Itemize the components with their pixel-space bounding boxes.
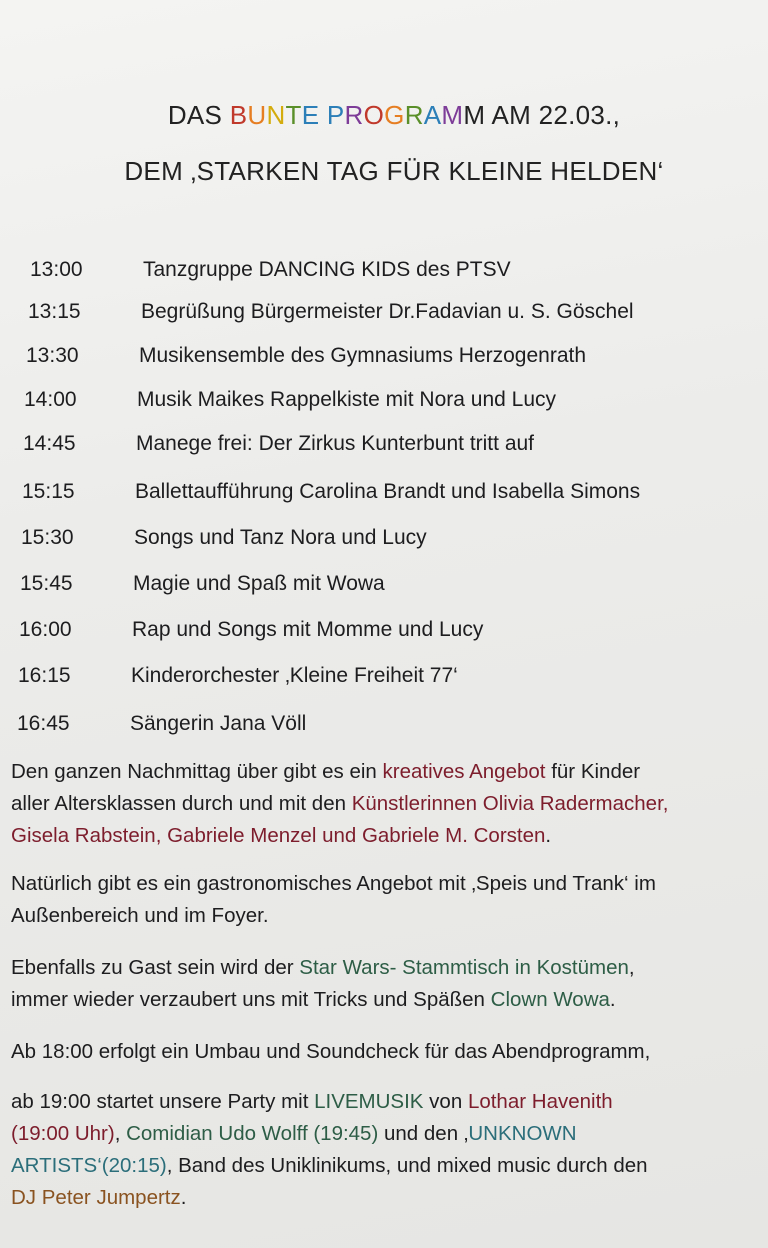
highlight-star-wars: Star Wars- Stammtisch in Kostümen (299, 956, 629, 979)
paragraph-gastronomy (11, 868, 768, 932)
schedule-time: 15:15 (22, 480, 75, 503)
schedule-time: 13:30 (26, 344, 79, 367)
schedule-time: 16:00 (19, 618, 72, 641)
text: und den ‚ (378, 1122, 469, 1145)
schedule-activity: Rap und Songs mit Momme und Lucy (132, 618, 484, 641)
title-part: T (285, 100, 302, 130)
title-part: M (463, 100, 486, 130)
highlight-creative-offer: kreatives Angebot (382, 760, 546, 783)
schedule-time: 13:15 (28, 300, 81, 323)
schedule-time: 14:00 (24, 388, 77, 411)
program-title-line-2: DEM ‚STARKEN TAG FÜR KLEINE HELDEN‘ (124, 156, 664, 186)
schedule-activity: Magie und Spaß mit Wowa (133, 572, 385, 595)
title-part: U (247, 100, 267, 130)
text: ab 19:00 startet unsere Party mit (11, 1090, 315, 1113)
title-part: A (423, 100, 442, 130)
title-part: R (404, 100, 424, 130)
text: immer wieder verzaubert uns mit Tricks und Späßen (11, 988, 491, 1011)
highlight-livemusik: LIVEMUSIK (314, 1090, 424, 1113)
text: für Kinder (545, 760, 641, 783)
highlight-lothar-time: (19:00 Uhr) (11, 1122, 115, 1145)
program-title-line-1 (10, 100, 768, 131)
text: Ab 18:00 erfolgt ein Umbau und Soundcheck für das Abendprogramm, (11, 1040, 651, 1063)
title-part: G (384, 100, 405, 130)
highlight-clown: Clown Wowa (490, 988, 610, 1011)
text: . (545, 824, 552, 847)
text: Ebenfalls zu Gast sein wird der (11, 956, 300, 979)
title-part: P (326, 100, 345, 130)
title-part: M (441, 100, 464, 130)
highlight-dj: DJ Peter Jumpertz (11, 1186, 181, 1209)
text: von (423, 1090, 468, 1113)
schedule-time: 14:45 (23, 432, 76, 455)
text: . (180, 1186, 187, 1209)
text: Außenbereich und im Foyer. (11, 904, 269, 927)
title-part (319, 100, 327, 130)
highlight-artists-cont: Gisela Rabstein, Gabriele Menzel und Gabriele M. Corsten (11, 824, 546, 847)
highlight-artists-name: ARTISTS‘(20:15) (11, 1154, 167, 1177)
title-part: R (344, 100, 364, 130)
schedule-activity: Sängerin Jana Völl (130, 712, 307, 735)
schedule-time: 16:45 (17, 712, 70, 735)
schedule-time: 13:00 (30, 258, 83, 281)
schedule-activity: Kinderorchester ‚Kleine Freiheit 77‘ (131, 664, 458, 687)
paragraph-party (11, 1086, 768, 1214)
paragraph-guests (11, 952, 768, 1016)
paragraph-soundcheck (11, 1036, 768, 1068)
text: , (114, 1122, 127, 1145)
highlight-lothar: Lothar Havenith (467, 1090, 613, 1113)
text: Natürlich gibt es ein gastronomisches Angebot mit ‚Speis und Trank‘ im (11, 872, 656, 895)
schedule-activity: Tanzgruppe DANCING KIDS des PTSV (143, 258, 511, 281)
text: , (628, 956, 635, 979)
title-part: AM 22.03., (485, 100, 621, 130)
title-part: DAS (167, 100, 230, 130)
schedule-time: 15:45 (20, 572, 73, 595)
text: . (609, 988, 616, 1011)
schedule-activity: Manege frei: Der Zirkus Kunterbunt tritt auf (136, 432, 535, 455)
schedule-time: 16:15 (18, 664, 71, 687)
schedule-activity: Ballettaufführung Carolina Brandt und Isabella Simons (135, 480, 641, 503)
text: Den ganzen Nachmittag über gibt es ein (11, 760, 383, 783)
title-part: O (363, 100, 385, 130)
text: aller Altersklassen durch und mit den (11, 792, 352, 815)
title-part: B (229, 100, 248, 130)
highlight-artists: Künstlerinnen Olivia Radermacher, (351, 792, 669, 815)
highlight-udo-wolff: Comidian Udo Wolff (19:45) (126, 1122, 379, 1145)
title-part: N (266, 100, 286, 130)
paragraph-creative-offer (11, 756, 768, 852)
schedule-activity: Musik Maikes Rappelkiste mit Nora und Lucy (137, 388, 556, 411)
schedule-time: 15:30 (21, 526, 74, 549)
schedule-activity: Songs und Tanz Nora und Lucy (134, 526, 427, 549)
schedule-activity: Begrüßung Bürgermeister Dr.Fadavian u. S. Göschel (141, 300, 634, 323)
text: , Band des Uniklinikums, und mixed music durch den (166, 1154, 648, 1177)
title-part: E (301, 100, 320, 130)
highlight-unknown: UNKNOWN (468, 1122, 577, 1145)
schedule-activity: Musikensemble des Gymnasiums Herzogenrath (139, 344, 587, 367)
